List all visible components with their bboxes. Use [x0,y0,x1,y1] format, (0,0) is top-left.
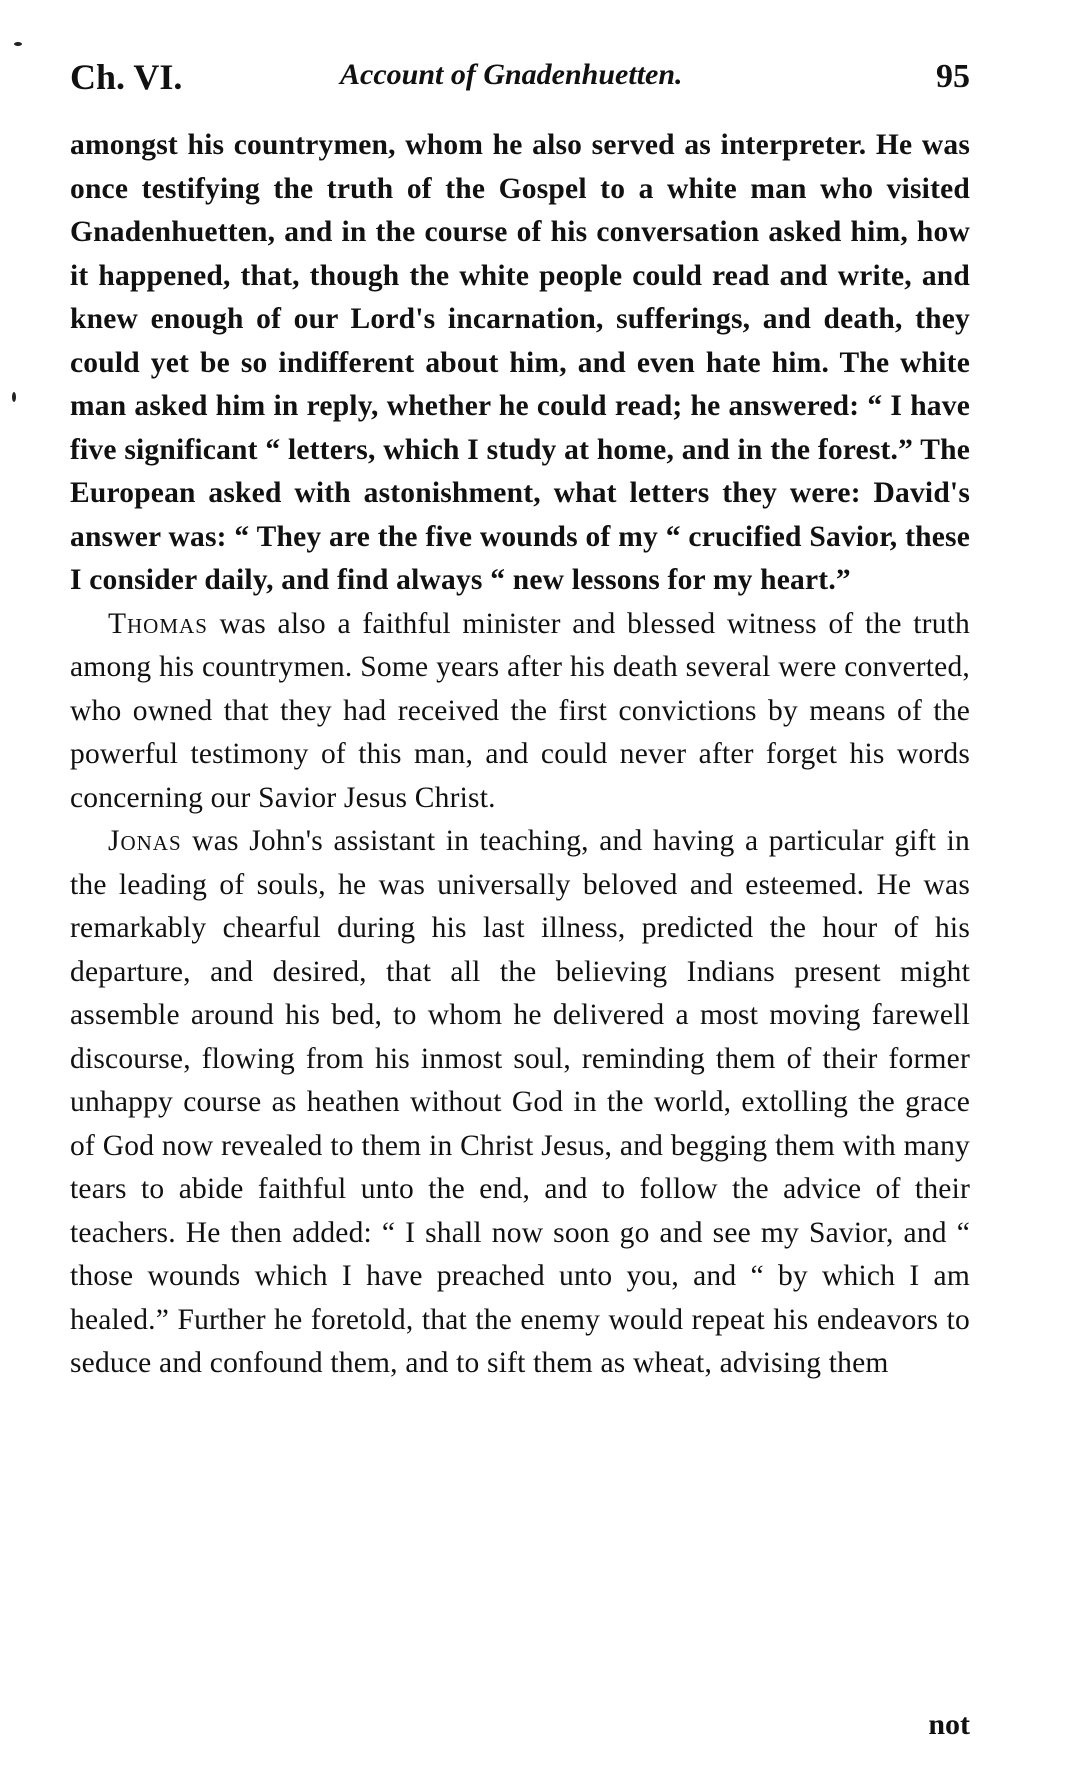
paragraph-2-name: Thomas [108,607,208,640]
paragraph-3-name: Jonas [108,825,182,857]
paragraph-1-text: amongst his countrymen, whom he also served as interpreter. He was once testifying the truth of the Gospel to a white man who visited Gnadenhuetten, and in the course of his conversation asked him, how it happened, that, though the white people could read and write, and knew enough of our Lord's incarnation, sufferings, and death, they could yet be so indifferent about him, and even hate him. The white man asked him in reply, whether he could read; he answered: “ I have five significant “ letters, which I study at home, and in the forest.” The European asked with astonishment, what letters they were: David's answer was: “ They are the five wounds of my “ crucified Savior, these I consider daily, and find always “ new lessons for my heart.” [70,129,970,596]
paragraph-2-text: was also a faithful minister and blessed witness of the truth among his countrymen. Some years after his death several were converted, who owned that they had received the first convictions by means of the powerful testimony of this man, and could never after forget his words concerning our Savior Jesus Christ. [70,607,970,814]
paragraph-3-text: was John's assistant in teaching, and having a particular gift in the leading of souls, he was universally beloved and esteemed. He was remarkably chearful during his last illness, predicted the hour of his departure, and desired, that all the believing Indians present might assemble around his bed, to whom he delivered a most moving farewell discourse, flowing from his inmost soul, reminding them of their former unhappy course as heathen without God in the world, extolling the grace of God now revealed to them in Christ Jesus, and begging them with many tears to abide faithful unto the end, and to follow the advice of their teachers. He then added: “ I shall now soon go and see my Savior, and “ those wounds which I have preached unto you, and “ by which I am healed.” Further he foretold, that the enemy would repeat his endeavors to seduce and confound them, and to sift them as wheat, advising them [70,825,970,1379]
chapter-label: Ch. VI. [70,57,183,97]
margin-speck [14,42,22,46]
margin-speck [12,392,16,402]
catchword-area [70,0,970,1786]
page-number: 95 [936,58,970,95]
running-title: Account of Gnadenhuetten. [340,58,683,91]
catchword: not [928,1708,970,1741]
